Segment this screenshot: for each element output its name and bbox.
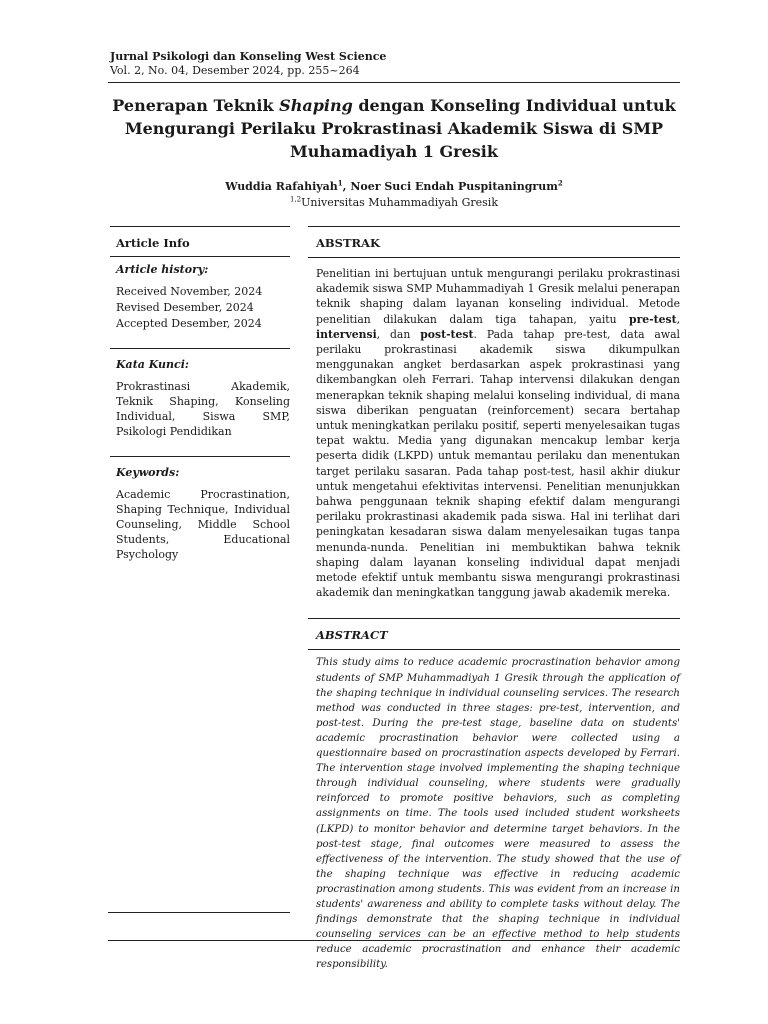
- title-italic: Shaping: [279, 96, 353, 115]
- kata-kunci-label: Kata Kunci:: [116, 358, 189, 371]
- author-1: Wuddia Rafahiyah: [225, 180, 338, 193]
- abstrak-heading: ABSTRAK: [316, 236, 380, 250]
- received-date: Received November, 2024: [116, 285, 263, 298]
- header-divider: [108, 82, 680, 83]
- article-history-label: Article history:: [116, 263, 209, 276]
- paper-title: [108, 94, 680, 163]
- journal-volume: Vol. 2, No. 04, Desember 2024, pp. 255~264: [110, 64, 360, 77]
- journal-name: Jurnal Psikologi dan Konseling West Science: [110, 50, 387, 63]
- author-1-sup: 1: [337, 178, 343, 188]
- title-part-2: dengan Konseling Individual untuk Mengurangi Perilaku Prokrastinasi Akademik Siswa di SMP Muhamadiyah 1 Gresik: [124, 96, 676, 161]
- article-info-column: [110, 226, 290, 562]
- kata-kunci-text: Prokrastinasi Akademik, Teknik Shaping, Konseling Individual, Siswa SMP, Psikologi Pendidikan: [116, 380, 290, 438]
- article-info-heading: Article Info: [116, 236, 190, 250]
- abstrak-part-1: Penelitian ini bertujuan untuk mengurangi perilaku prokrastinasi akademik siswa SMP Muhammadiyah 1 Gresik melalui penerapan teknik shaping dalam layanan konseling individual. Metode penelitian dilakukan dalam tiga tahapan, yaitu: [316, 267, 680, 326]
- title-part-1: Penerapan Teknik: [112, 96, 280, 115]
- keywords-label: Keywords:: [116, 466, 180, 479]
- affiliation: [108, 196, 680, 209]
- article-info-end-divider: [108, 912, 290, 913]
- abstrak-sep-2: , dan: [376, 327, 421, 341]
- author-2-sup: 2: [557, 178, 563, 188]
- article-history: [110, 284, 290, 348]
- author-2: , Noer Suci Endah Puspitaningrum: [342, 180, 558, 193]
- abstrak-bold-intervensi: intervensi: [316, 327, 377, 341]
- abstract-text: This study aims to reduce academic procrastination behavior among students of SMP Muhammadiyah 1 Gresik through the application of the shaping technique in individual counseling services. The research method was conducted in three stages: pre-test, intervention, and post-test. During the pre-test stage, baseline data on students' academic procrastination behavior were collected using a questionnaire based on procrastination aspects developed by Ferrari. The intervention stage involved implementing the shaping technique through individual counseling, where students were gradually reinforced to promote positive behaviors, such as completing assignments on time. The tools used included student worksheets (LKPD) to monitor behavior and determine target behaviors. In the post-test stage, final outcomes were measured to assess the effectiveness of the intervention. The study showed that the use of the shaping technique was effective in reducing academic procrastination among students. This was evident from an increase in students' awareness and ability to complete tasks without delay. The findings demonstrate that the shaping technique in individual counseling services can be an effective method to help students reduce academic procrastination and enhance their academic responsibility.: [316, 657, 680, 971]
- abstrak-bold-posttest: post-test: [420, 327, 474, 341]
- affiliation-sup: 1,2: [290, 195, 302, 204]
- abstrak-sep-1: ,: [676, 312, 680, 326]
- author-list: [108, 180, 680, 193]
- footer-divider: [108, 940, 680, 941]
- keywords-text: Academic Procrastination, Shaping Technique, Individual Counseling, Middle School Students, Educational Psychology: [116, 488, 290, 561]
- abstrak-part-2: . Pada tahap pre-test, data awal perilaku prokrastinasi akademik siswa dikumpulkan menggunakan angket berdasarkan aspek prokrastinasi yang dikembangkan oleh Ferrari. Tahap intervensi dilakukan dengan menerapkan teknik shaping melalui konseling individual, di mana siswa diberikan penguatan (reinforcement) secara bertahap untuk meningkatkan perilaku positif, seperti menyelesaikan tugas tepat waktu. Media yang digunakan mencakup lembar kerja peserta didik (LKPD) untuk memantau perilaku dan menentukan target perilaku sasaran. Pada tahap post-test, hasil akhir diukur untuk mengetahui efektivitas intervensi. Penelitian menunjukkan bahwa penggunaan teknik shaping efektif dalam mengurangi perilaku prokrastinasi akademik pada siswa. Hal ini terlihat dari peningkatan kesadaran siswa dalam menyelesaikan tugas tanpa menunda-nunda. Penelitian ini membuktikan bahwa teknik shaping dalam layanan konseling individual dapat menjadi metode efektif untuk membantu siswa mengurangi prokrastinasi akademik dan meningkatkan tanggung jawab akademik mereka.: [316, 327, 680, 600]
- affiliation-name: Universitas Muhammadiyah Gresik: [301, 196, 498, 209]
- journal-header: [110, 50, 386, 78]
- abstract-heading: ABSTRACT: [316, 628, 388, 643]
- abstrak-bold-pretest: pre-test: [629, 312, 677, 326]
- abstrak-text: [308, 266, 680, 600]
- revised-date: Revised Desember, 2024: [116, 301, 254, 314]
- accepted-date: Accepted Desember, 2024: [116, 317, 262, 330]
- abstract-column: [308, 226, 680, 972]
